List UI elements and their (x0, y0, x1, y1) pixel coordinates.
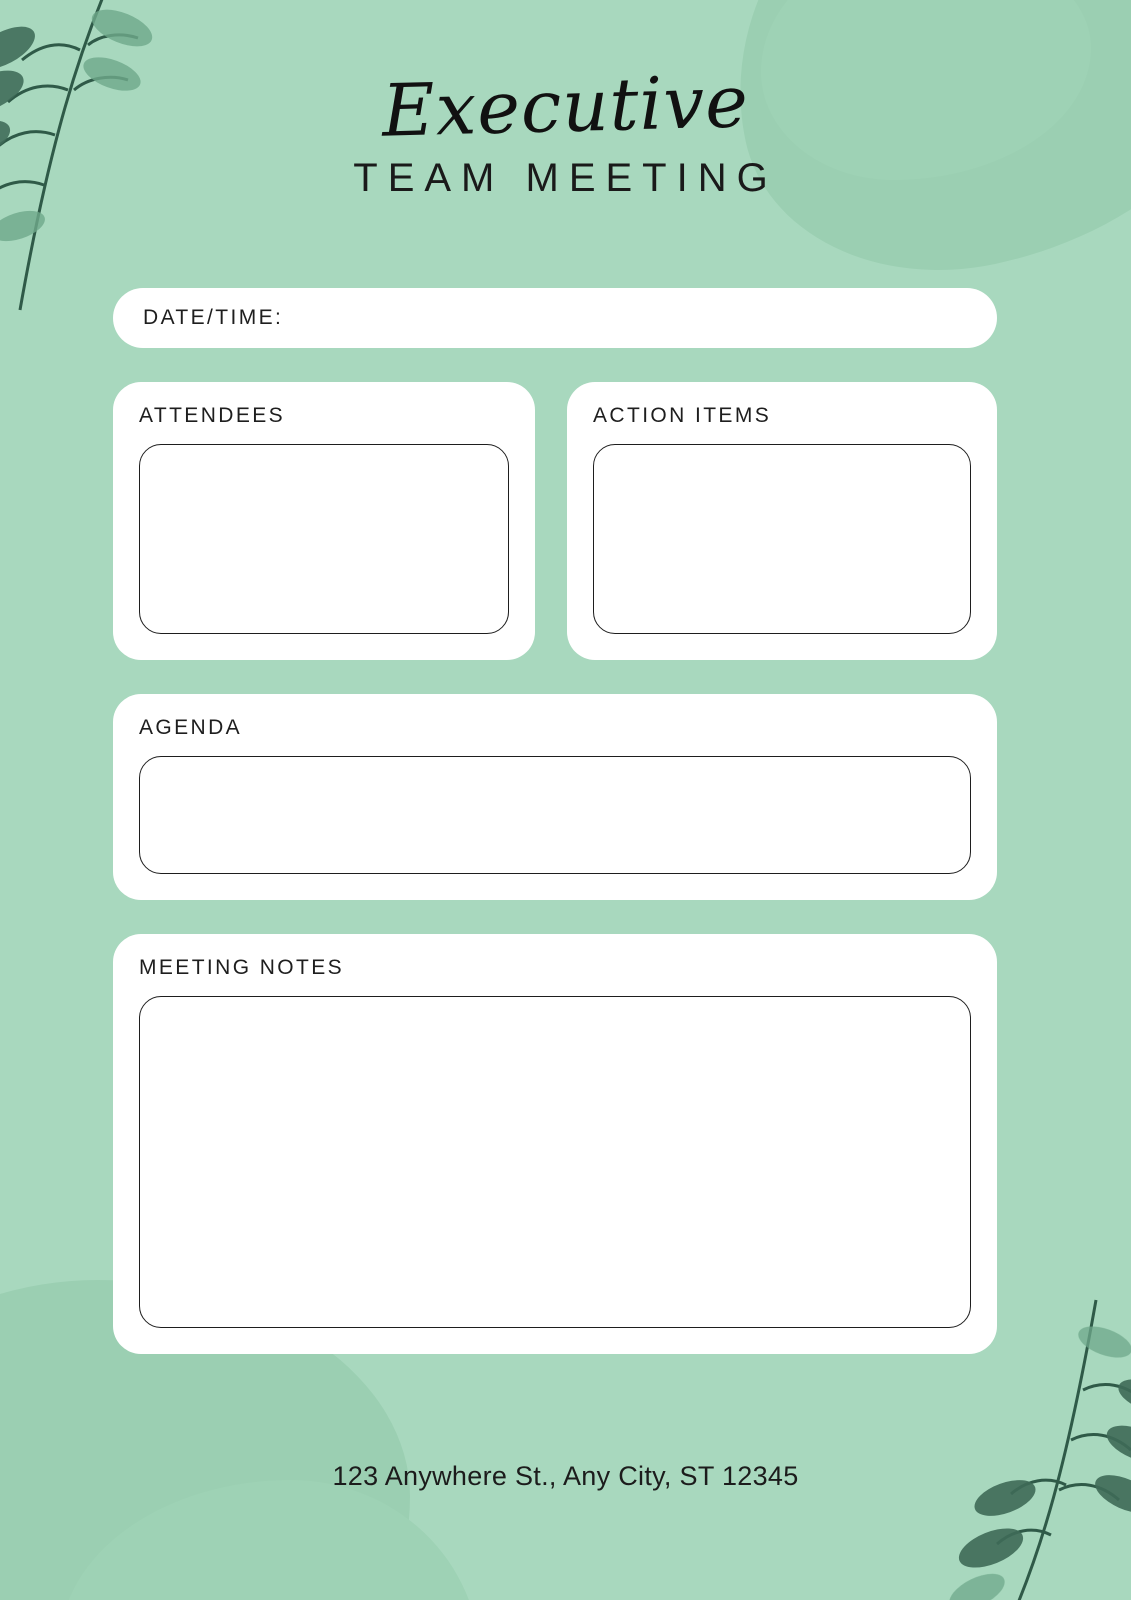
date-time-label: DATE/TIME: (143, 306, 284, 329)
agenda-card (113, 694, 997, 900)
attendees-input[interactable] (139, 444, 509, 634)
meeting-notes-input[interactable] (139, 996, 971, 1328)
date-time-card[interactable] (113, 288, 997, 348)
action-items-card (567, 382, 997, 660)
attendees-label: ATTENDEES (139, 404, 286, 427)
action-items-input[interactable] (593, 444, 971, 634)
meeting-notes-card (113, 934, 997, 1354)
page-title-block: TEAM MEETING (353, 156, 778, 200)
action-items-label: ACTION ITEMS (593, 404, 772, 427)
footer-address: 123 Anywhere St., Any City, ST 12345 (332, 1461, 799, 1491)
form-area (113, 288, 997, 1354)
attendees-card (113, 382, 535, 660)
page-header (0, 59, 1131, 201)
attendees-actions-row (113, 382, 997, 660)
meeting-notes-label: MEETING NOTES (139, 956, 345, 979)
agenda-input[interactable] (139, 756, 971, 874)
agenda-label: AGENDA (139, 716, 243, 739)
page-title-script: Executive (381, 59, 750, 153)
